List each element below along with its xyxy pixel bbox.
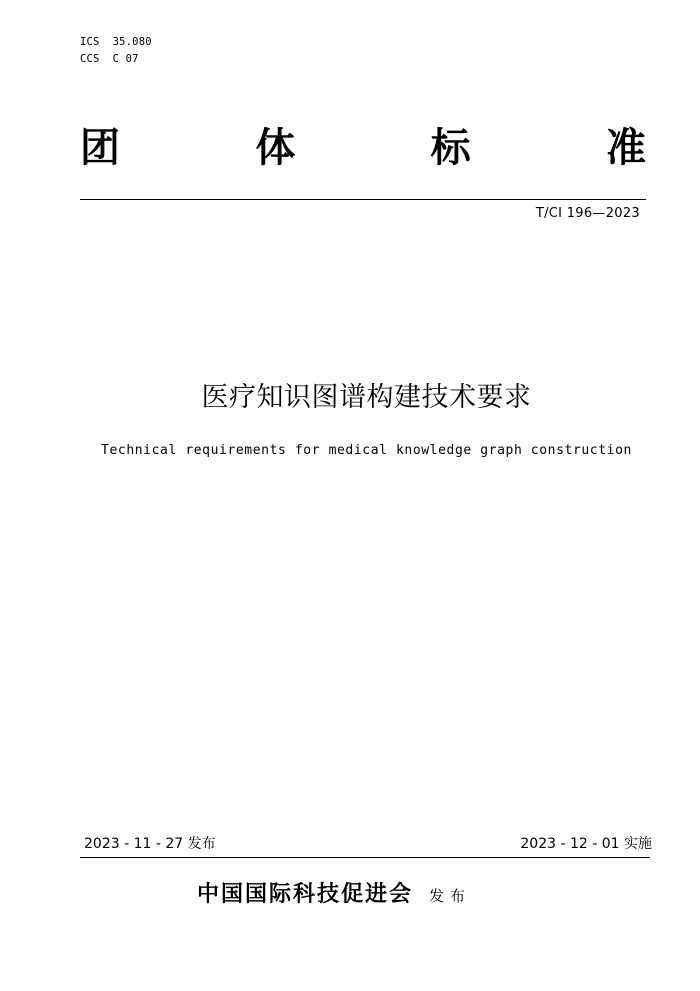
document-title-english: Technical requirements for medical knowledge graph construction — [101, 443, 632, 458]
publish-label: 发布 — [429, 887, 472, 905]
standard-type-heading — [80, 114, 646, 174]
heading-char-3: 标 — [430, 124, 471, 171]
bottom-divider — [80, 857, 650, 858]
heading-char-2: 体 — [255, 124, 296, 171]
publisher-block — [197, 878, 471, 913]
top-divider — [80, 199, 646, 200]
publish-date: 2023 - 11 - 27 发布 — [84, 836, 216, 852]
publisher-name: 中国国际科技促进会 — [197, 882, 414, 907]
ics-code: ICS 35.080 — [80, 36, 152, 48]
implementation-date: 2023 - 12 - 01 实施 — [520, 836, 652, 852]
document-title-chinese: 医疗知识图谱构建技术要求 — [201, 382, 532, 413]
heading-char-4: 准 — [605, 124, 646, 171]
standard-number: T/CI 196—2023 — [535, 206, 640, 221]
heading-char-1: 团 — [80, 124, 120, 171]
ccs-code: CCS C 07 — [80, 53, 139, 65]
classification-codes — [80, 34, 152, 68]
